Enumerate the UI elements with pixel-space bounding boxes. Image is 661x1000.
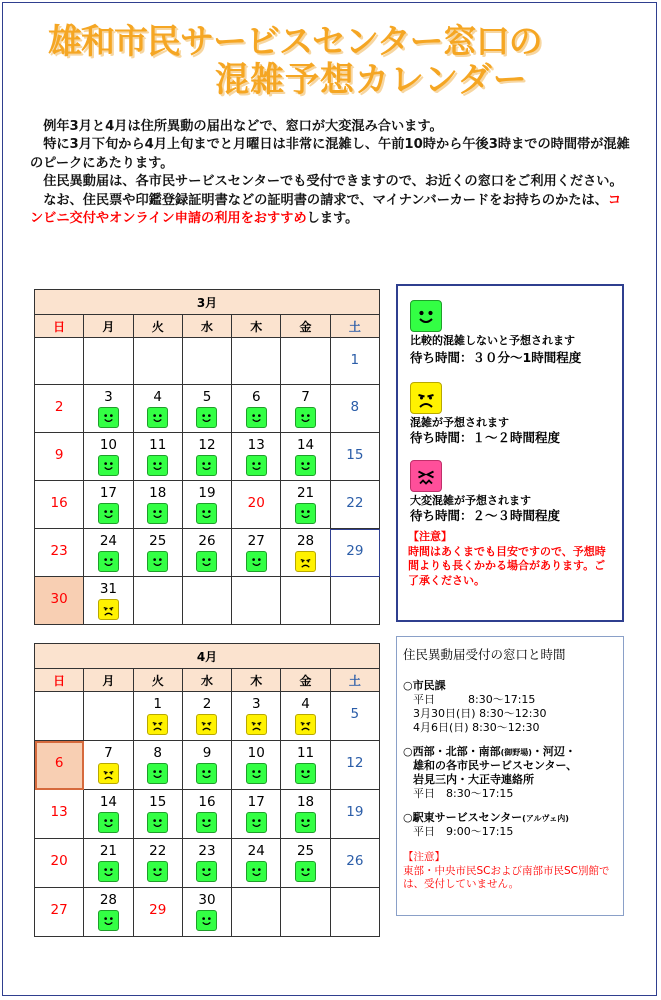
smile-face-icon (410, 300, 442, 332)
worried-face-icon (410, 382, 442, 414)
intro-paragraph-3: 住民異動届は、各市民サービスセンターでも受付できますので、お近くの窓口をご利用ください。 (43, 174, 623, 190)
march-day-cell (182, 481, 231, 529)
march-day-cell (281, 529, 330, 577)
april-day-number: 27 (50, 902, 68, 918)
april-day-cell (281, 790, 330, 839)
march-day-cell (84, 529, 133, 577)
legend-pink-wait: 待ち時間：２～３時間程度 (410, 508, 561, 523)
reception-branches-hours: 平日 8:30～17:15 (413, 787, 514, 800)
april-day-number: 1 (153, 696, 162, 712)
march-weekday-header: 金 (281, 315, 330, 338)
worried-face-icon (98, 599, 119, 620)
march-day-number: 4 (153, 389, 162, 405)
smile-face-icon (196, 455, 217, 476)
april-day-cell (182, 790, 231, 839)
march-day-cell (232, 529, 281, 577)
smile-face-icon (246, 861, 267, 882)
smile-face-icon (147, 812, 168, 833)
april-day-cell (84, 741, 133, 790)
march-day-cell (35, 481, 84, 529)
march-day-cell (281, 433, 330, 481)
legend-yellow-desc: 混雑が予想されます (410, 416, 509, 429)
march-day-number: 27 (247, 533, 265, 549)
reception-city-apr6: 4月6日(日) 8:30～12:30 (413, 721, 540, 734)
april-weekday-header: 土 (330, 669, 379, 692)
march-day-cell (133, 385, 182, 433)
april-day-cell (281, 888, 330, 937)
april-day-number: 14 (99, 794, 118, 810)
april-weekday-header: 日 (35, 669, 84, 692)
legend-pink-desc: 大変混雑が予想されます (410, 494, 531, 507)
april-day-number: 2 (202, 696, 212, 712)
reception-branches-line2: 岩見三内・大正寺連絡所 (413, 773, 534, 786)
march-day-number: 23 (50, 543, 68, 559)
april-day-cell (133, 888, 182, 937)
march-day-number: 19 (198, 485, 216, 501)
reception-station-head-main: ○駅東サービスセンター (403, 811, 523, 824)
march-day-number: 7 (301, 389, 310, 405)
smile-face-icon (246, 455, 267, 476)
april-day-number: 16 (198, 794, 216, 810)
march-day-number: 18 (149, 485, 167, 501)
march-day-cell (330, 385, 379, 433)
april-day-cell (35, 741, 84, 790)
march-day-number: 31 (99, 581, 118, 597)
march-day-number: 14 (296, 437, 315, 453)
legend-note (408, 530, 608, 588)
smile-face-icon (196, 763, 217, 784)
legend-pink-face (410, 458, 442, 496)
april-day-number: 6 (54, 755, 64, 771)
march-day-cell (232, 385, 281, 433)
page-title-line2: 混雑予想カレンダー (215, 60, 528, 100)
april-day-number: 9 (202, 745, 212, 761)
intro-paragraph-1: 例年3月と4月は住所異動の届出などで、窓口が大変混み合います。 (43, 119, 443, 134)
april-day-number: 30 (198, 892, 216, 908)
april-day-cell (182, 692, 231, 741)
april-day-cell (182, 888, 231, 937)
smile-face-icon (196, 503, 217, 524)
march-day-cell (84, 481, 133, 529)
page-title-line1: 雄和市民サービスセンター窓口の (48, 22, 542, 62)
march-day-cell (35, 577, 84, 625)
march-day-cell (133, 338, 182, 385)
march-day-number: 17 (99, 485, 118, 501)
smile-face-icon (196, 407, 217, 428)
april-day-number: 24 (247, 843, 265, 859)
reception-station-head-small: (アルヴェ内) (522, 814, 569, 823)
march-day-cell (35, 338, 84, 385)
smile-face-icon (98, 407, 119, 428)
march-day-cell (281, 338, 330, 385)
april-weekday-header: 金 (281, 669, 330, 692)
legend-green-desc: 比較的混雑しないと予想されます (410, 334, 575, 347)
smile-face-icon (295, 503, 316, 524)
reception-box (396, 636, 624, 916)
april-caption: 4月 (35, 644, 380, 669)
march-day-number: 30 (50, 591, 68, 607)
smile-face-icon (295, 407, 316, 428)
march-day-cell (133, 433, 182, 481)
april-weekday-header: 水 (182, 669, 231, 692)
april-day-cell (232, 888, 281, 937)
march-day-cell (182, 385, 231, 433)
march-day-number: 12 (198, 437, 216, 453)
april-day-cell (35, 790, 84, 839)
march-day-cell (330, 481, 379, 529)
march-day-cell (133, 529, 182, 577)
march-day-cell (232, 433, 281, 481)
legend-yellow-wait: 待ち時間：１～２時間程度 (410, 430, 561, 445)
april-day-number: 21 (99, 843, 118, 859)
worried-face-icon (295, 714, 316, 735)
march-weekday-header: 火 (133, 315, 182, 338)
march-day-cell (182, 529, 231, 577)
march-day-cell (232, 577, 281, 625)
march-day-number: 16 (50, 495, 68, 511)
smile-face-icon (295, 861, 316, 882)
legend-note-head: 【注意】 (408, 530, 452, 543)
march-day-number: 10 (99, 437, 118, 453)
april-day-number: 7 (104, 745, 113, 761)
march-calendar (34, 289, 380, 625)
april-day-cell (35, 888, 84, 937)
intro-paragraph-4 (30, 192, 630, 229)
april-day-cell (35, 692, 84, 741)
march-day-number: 11 (149, 437, 167, 453)
march-day-number: 1 (350, 352, 360, 368)
april-day-cell (330, 839, 379, 888)
march-day-cell (281, 385, 330, 433)
march-day-number: 2 (54, 399, 64, 415)
reception-city-section: ○市民課 (403, 679, 446, 692)
intro-text (30, 118, 630, 228)
march-day-cell (330, 577, 379, 625)
legend-green-face (410, 298, 442, 336)
april-day-number: 10 (247, 745, 265, 761)
april-day-number: 15 (149, 794, 167, 810)
april-day-number: 12 (346, 755, 364, 771)
smile-face-icon (295, 455, 316, 476)
march-day-number: 20 (247, 495, 265, 511)
reception-title: 住民異動届受付の窓口と時間 (403, 647, 566, 662)
april-day-cell (330, 692, 379, 741)
legend-green-wait: 待ち時間：３０分～1時間程度 (410, 350, 582, 365)
reception-branches-line1: 雄和の各市民サービスセンター、 (413, 759, 578, 772)
march-day-number: 24 (99, 533, 118, 549)
april-day-number: 23 (198, 843, 216, 859)
intro-p4-post: します。 (306, 211, 359, 227)
smile-face-icon (295, 812, 316, 833)
april-day-number: 17 (247, 794, 265, 810)
smile-face-icon (98, 455, 119, 476)
march-day-cell (232, 338, 281, 385)
smile-face-icon (147, 763, 168, 784)
march-day-cell (281, 577, 330, 625)
march-day-cell (182, 338, 231, 385)
april-day-cell (330, 790, 379, 839)
april-day-number: 29 (149, 902, 167, 918)
smile-face-icon (147, 861, 168, 882)
march-weekday-header: 月 (84, 315, 133, 338)
april-day-cell (35, 839, 84, 888)
april-day-number: 20 (50, 853, 68, 869)
march-day-number: 26 (198, 533, 216, 549)
worried-face-icon (196, 714, 217, 735)
legend-note-body: 時間はあくまでも目安ですので、予想時間よりも長くかかる場合があります。ご了承ください。 (408, 544, 606, 587)
march-day-number: 15 (346, 447, 364, 463)
march-day-cell (84, 385, 133, 433)
smile-face-icon (98, 551, 119, 572)
march-day-cell (330, 433, 379, 481)
april-day-cell (133, 839, 182, 888)
april-day-number: 3 (251, 696, 261, 712)
april-day-number: 25 (296, 843, 315, 859)
april-day-number: 22 (149, 843, 167, 859)
march-caption: 3月 (35, 290, 380, 315)
reception-branches-head-b: ・河辺・ (531, 745, 576, 758)
smile-face-icon (98, 812, 119, 833)
smile-face-icon (196, 551, 217, 572)
march-weekday-header: 日 (35, 315, 84, 338)
march-day-cell (133, 481, 182, 529)
march-day-number: 29 (346, 543, 364, 559)
april-day-number: 4 (301, 696, 310, 712)
march-day-number: 21 (296, 485, 315, 501)
march-day-cell (84, 577, 133, 625)
april-day-cell (330, 741, 379, 790)
april-day-number: 26 (346, 853, 364, 869)
april-day-cell (133, 741, 182, 790)
april-day-number: 28 (99, 892, 118, 908)
march-weekday-header: 木 (232, 315, 281, 338)
smile-face-icon (246, 812, 267, 833)
april-day-cell (232, 692, 281, 741)
april-weekday-header: 木 (232, 669, 281, 692)
april-day-cell (232, 790, 281, 839)
reception-city-mar30: 3月30日(日) 8:30～12:30 (413, 707, 547, 720)
smile-face-icon (98, 503, 119, 524)
march-day-number: 13 (247, 437, 265, 453)
april-day-number: 11 (296, 745, 315, 761)
reception-branches-head-small: (御野場) (500, 748, 532, 757)
smile-face-icon (98, 861, 119, 882)
legend-box (396, 284, 624, 622)
april-day-cell (281, 692, 330, 741)
april-day-cell (133, 692, 182, 741)
april-day-cell (330, 888, 379, 937)
march-day-cell (330, 338, 379, 385)
march-day-number: 25 (149, 533, 167, 549)
march-day-number: 22 (346, 495, 364, 511)
april-day-cell (84, 692, 133, 741)
smile-face-icon (246, 763, 267, 784)
smile-face-icon (246, 551, 267, 572)
smile-face-icon (147, 455, 168, 476)
march-day-number: 6 (251, 389, 261, 405)
worried-face-icon (246, 714, 267, 735)
march-day-cell (35, 433, 84, 481)
april-day-cell (281, 839, 330, 888)
distressed-face-icon (410, 460, 442, 492)
march-weekday-header: 水 (182, 315, 231, 338)
march-day-cell (232, 481, 281, 529)
march-day-cell (330, 529, 379, 577)
reception-note-body: 東部・中央市民SCおよび南部市民SC別館では、受付していません。 (403, 864, 610, 890)
smile-face-icon (147, 503, 168, 524)
march-day-cell (182, 433, 231, 481)
worried-face-icon (295, 551, 316, 572)
april-calendar (34, 643, 380, 937)
march-day-number: 28 (296, 533, 315, 549)
april-day-cell (232, 839, 281, 888)
april-day-number: 8 (153, 745, 162, 761)
march-day-cell (133, 577, 182, 625)
intro-p4-recommend: コンビニ交付やオンライン申請の利用をおすすめ (30, 192, 622, 227)
march-day-cell (84, 433, 133, 481)
reception-branches-head-a: ○西部・北部・南部 (403, 745, 501, 758)
intro-p4-pre: なお、住民票や印鑑登録証明書などの証明書の請求で、マイナンバーカードをお持ちのかたは、 (43, 192, 608, 208)
march-day-cell (281, 481, 330, 529)
april-day-cell (232, 741, 281, 790)
april-weekday-header: 月 (84, 669, 133, 692)
march-day-cell (84, 338, 133, 385)
march-day-cell (35, 529, 84, 577)
april-day-cell (281, 741, 330, 790)
march-day-cell (182, 577, 231, 625)
reception-station-hours: 平日 9:00～17:15 (413, 825, 514, 838)
april-day-cell (84, 839, 133, 888)
smile-face-icon (295, 763, 316, 784)
smile-face-icon (196, 861, 217, 882)
smile-face-icon (98, 910, 119, 931)
april-day-number: 18 (296, 794, 315, 810)
april-day-number: 5 (350, 706, 360, 722)
april-day-number: 13 (50, 804, 68, 820)
march-day-number: 8 (350, 399, 360, 415)
march-day-number: 5 (202, 389, 212, 405)
smile-face-icon (147, 407, 168, 428)
worried-face-icon (147, 714, 168, 735)
march-day-cell (35, 385, 84, 433)
april-day-cell (133, 790, 182, 839)
smile-face-icon (196, 812, 217, 833)
april-day-cell (84, 790, 133, 839)
reception-note (403, 851, 613, 892)
smile-face-icon (196, 910, 217, 931)
april-day-cell (182, 741, 231, 790)
smile-face-icon (147, 551, 168, 572)
march-day-number: 3 (104, 389, 113, 405)
april-day-cell (182, 839, 231, 888)
march-weekday-header: 土 (330, 315, 379, 338)
smile-face-icon (246, 407, 267, 428)
march-day-number: 9 (54, 447, 64, 463)
april-weekday-header: 火 (133, 669, 182, 692)
reception-city-weekday: 平日 8:30～17:15 (413, 693, 536, 706)
intro-paragraph-2: 特に3月下旬から4月上旬までと月曜日は非常に混雑し、午前10時から午後3時までの時間帯が混雑のピークにあたります。 (30, 137, 630, 171)
worried-face-icon (98, 763, 119, 784)
april-day-number: 19 (346, 804, 364, 820)
april-day-cell (84, 888, 133, 937)
legend-yellow-face (410, 380, 442, 418)
reception-note-head: 【注意】 (403, 851, 445, 863)
